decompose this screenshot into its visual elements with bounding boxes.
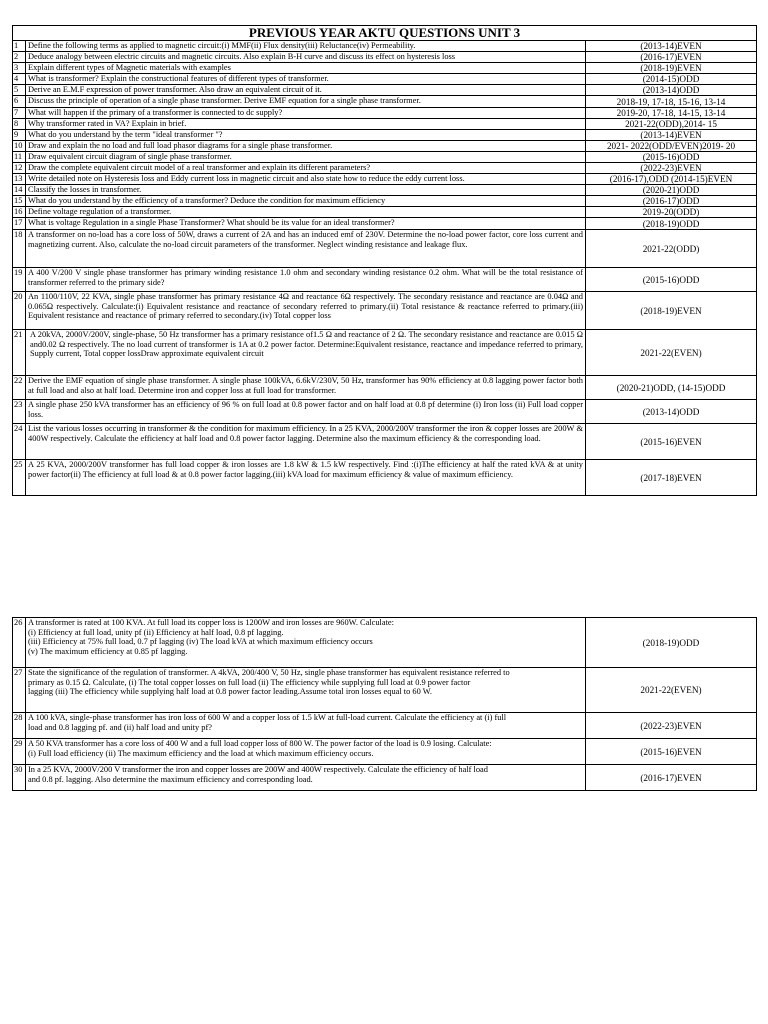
table-row — [13, 618, 757, 668]
question-number: 18 — [13, 230, 26, 268]
question-number: 5 — [13, 85, 26, 96]
question-number: 22 — [13, 376, 26, 400]
table-row — [13, 218, 757, 230]
question-text: A single phase 250 kVA transformer has an efficiency of 96 % on full load at 0.8 power factor and on half load at 0.8 pf determine (i) Iron loss (ii) Full load copper loss. — [26, 400, 586, 424]
question-number: 11 — [13, 152, 26, 163]
question-number: 17 — [13, 218, 26, 230]
table-row — [13, 765, 757, 791]
exam-year: (2015-16)EVEN — [586, 739, 757, 765]
table-row — [13, 41, 757, 52]
exam-year: (2016-17),ODD (2014-15)EVEN — [586, 174, 757, 185]
table-row — [13, 63, 757, 74]
question-text: Classify the losses in transformer. — [26, 185, 586, 196]
exam-year: (2014-15)ODD — [586, 74, 757, 85]
table-row — [13, 330, 757, 376]
exam-year: (2013-14)EVEN — [586, 130, 757, 141]
exam-year: 2021-22(ODD),2014- 15 — [586, 119, 757, 130]
question-line: A 50 KVA transformer has a core loss of 400 W and a full load copper loss of 800 W. The power factor of the load is 0.9 losing. Calculate: — [28, 739, 492, 748]
exam-year: (2013-14)ODD — [586, 400, 757, 424]
question-line: (v) The maximum efficiency at 0.85 pf lagging. — [28, 646, 188, 656]
table-row — [13, 713, 757, 739]
table-row — [13, 376, 757, 400]
exam-year: (2020-21)ODD, (14-15)ODD — [586, 376, 757, 400]
table-row — [13, 292, 757, 330]
table-row — [13, 174, 757, 185]
question-text: Deduce analogy between electric circuits and magnetic circuits. Also explain B-H curve and discuss its effect on hysteresis loss — [26, 52, 586, 63]
exam-year: 2019-20, 17-18, 14-15, 13-14 — [586, 108, 757, 119]
exam-year: (2022-23)EVEN — [586, 163, 757, 174]
table-row — [13, 141, 757, 152]
table-row — [13, 230, 757, 268]
table-row — [13, 74, 757, 85]
question-number: 1 — [13, 41, 26, 52]
table-row — [13, 460, 757, 496]
exam-year: 2018-19, 17-18, 15-16, 13-14 — [586, 96, 757, 108]
question-text: A transformer on no-load has a core loss of 50W, draws a current of 2A and has an induced emf of 230V. Determine the no-load power factor, core loss current and magnetizing current. Also, calculate the no-load circuit parameters of the transformer. Neglect winding resistance and leakage flux. — [26, 230, 586, 268]
table-row — [13, 424, 757, 460]
question-line: (iii) Efficiency at 75% full load, 0.7 pf lagging (iv) The load kVA at which maximum efficiency occurs — [28, 637, 373, 647]
question-number: 12 — [13, 163, 26, 174]
question-text — [26, 765, 586, 791]
question-number: 24 — [13, 424, 26, 460]
exam-year: (2015-16)ODD — [586, 152, 757, 163]
question-line: primary as 0.15 Ω. Calculate, (i) The total copper losses on full load (ii) The efficiency while supplying full load at 0.9 power factor — [28, 677, 471, 687]
exam-year: (2018-19)ODD — [586, 618, 757, 668]
question-text: Why transformer rated in VA? Explain in brief. — [26, 119, 586, 130]
question-number: 28 — [13, 713, 26, 739]
exam-year: 2021-22(EVEN) — [586, 668, 757, 713]
question-text: A 25 KVA, 2000/200V transformer has full load copper & iron losses are 1.8 kW & 1.5 kW respectively. Find :(i)The efficiency at half the rated kVA & at unity power factor(ii) The efficiency at full load & at 0.8 power factor lagging.(iii) kVA load for maximum efficiency & value of maximum efficiency. — [26, 460, 586, 496]
question-number: 23 — [13, 400, 26, 424]
question-text: Derive an E.M.F expression of power transformer. Also draw an equivalent circuit of it. — [26, 85, 586, 96]
question-line: load and 0.8 lagging pf. and (ii) half load and unity pf? — [28, 722, 212, 732]
question-text — [26, 618, 586, 668]
exam-year: 2019-20(ODD) — [586, 207, 757, 218]
exam-year: (2017-18)EVEN — [586, 460, 757, 496]
table-row — [13, 108, 757, 119]
question-line: A transformer is rated at 100 KVA. At full load its copper loss is 1200W and iron losses are 960W. Calculate: — [28, 618, 394, 627]
question-line: (i) Efficiency at full load, unity pf (ii) Efficiency at half load, 0.8 pf lagging. — [28, 627, 284, 637]
question-number: 26 — [13, 618, 26, 668]
question-number: 30 — [13, 765, 26, 791]
question-text: What is transformer? Explain the constructional features of different types of transformer. — [26, 74, 586, 85]
table-row — [13, 185, 757, 196]
exam-year: (2020-21)ODD — [586, 185, 757, 196]
table-row — [13, 52, 757, 63]
question-text: Define the following terms as applied to magnetic circuit:(i) MMF(ii) Flux density(iii) Reluctance(iv) Permeability. — [26, 41, 586, 52]
question-number: 3 — [13, 63, 26, 74]
exam-year: (2015-16)ODD — [586, 268, 757, 292]
question-line: and 0.8 pf. lagging. Also determine the maximum efficiency and corresponding load. — [28, 774, 313, 784]
exam-year: 2021-22(EVEN) — [586, 330, 757, 376]
question-number: 2 — [13, 52, 26, 63]
question-text: What is voltage Regulation in a single Phase Transformer? What should be its value for an ideal transformer? — [26, 218, 586, 230]
question-text: A 400 V/200 V single phase transformer has primary winding resistance 1.0 ohm and secondary winding resistance 0.2 ohm. What will be the total resistance of transformer referred to the primary side? — [26, 268, 586, 292]
question-number: 7 — [13, 108, 26, 119]
exam-year: (2013-14)ODD — [586, 85, 757, 96]
question-text: Define voltage regulation of a transformer. — [26, 207, 586, 218]
question-text: List the various losses occurring in transformer & the condition for maximum efficiency. In a 25 KVA, 2000/200V transformer the iron & copper losses are 200W & 400W respectively. Calculate the efficiency at half load and 0.8 power factor lagging. Determine also the maximum efficiency & the corresponding load. — [26, 424, 586, 460]
exam-year: (2018-19)ODD — [586, 218, 757, 230]
table-row — [13, 96, 757, 108]
table-row — [13, 163, 757, 174]
table-row — [13, 400, 757, 424]
question-text: Discuss the principle of operation of a single phase transformer. Derive EMF equation for a single phase transformer. — [26, 96, 586, 108]
question-line: In a 25 KVA, 2000V/200 V transformer the iron and copper losses are 200W and 400W respectively. Calculate the efficiency of half load — [28, 765, 488, 774]
exam-year: 2021- 2022(ODD/EVEN)2019- 20 — [586, 141, 757, 152]
question-line: State the significance of the regulation of transformer. A 4kVA, 200/400 V, 50 Hz, single phase transformer has equivalent resistance referred to — [28, 668, 510, 677]
question-number: 15 — [13, 196, 26, 207]
exam-year: (2015-16)EVEN — [586, 424, 757, 460]
questions-table-2 — [12, 617, 757, 791]
question-number: 6 — [13, 96, 26, 108]
question-number: 25 — [13, 460, 26, 496]
question-number: 21 — [13, 330, 26, 376]
table-row — [13, 196, 757, 207]
question-text: Draw the complete equivalent circuit model of a real transformer and explain its different parameters? — [26, 163, 586, 174]
exam-year: (2018-19)EVEN — [586, 292, 757, 330]
exam-year: (2018-19)EVEN — [586, 63, 757, 74]
question-text: What will happen if the primary of a transformer is connected to dc supply? — [26, 108, 586, 119]
exam-year: (2016-17)EVEN — [586, 52, 757, 63]
question-text: Explain different types of Magnetic materials with examples — [26, 63, 586, 74]
question-text — [26, 739, 586, 765]
question-text: Write detailed note on Hysteresis loss and Eddy current loss in magnetic circuit and also state how to reduce the eddy current loss. — [26, 174, 586, 185]
table-row — [13, 119, 757, 130]
table-row — [13, 739, 757, 765]
question-line: A 100 kVA, single-phase transformer has iron loss of 600 W and a copper loss of 1.5 kW at full-load current. Calculate the efficiency at (i) full — [28, 713, 507, 722]
exam-year: (2016-17)ODD — [586, 196, 757, 207]
question-line: lagging (iii) The efficiency while supplying half load at 0.8 power factor leading.Assume total iron losses equal to 60 W. — [28, 687, 432, 697]
table-row — [13, 668, 757, 713]
question-text — [26, 668, 586, 713]
question-number: 4 — [13, 74, 26, 85]
question-text: Derive the EMF equation of single phase transformer. A single phase 100kVA, 6.6kV/230V, 50 Hz, transformer has 90% efficiency at 0.8 lagging power factor both at full load and also at half load. Determine iron and copper loss at full load for transformer. — [26, 376, 586, 400]
question-number: 19 — [13, 268, 26, 292]
exam-year: (2013-14)EVEN — [586, 41, 757, 52]
table-row — [13, 207, 757, 218]
question-number: 27 — [13, 668, 26, 713]
question-number: 13 — [13, 174, 26, 185]
table-row — [13, 130, 757, 141]
table-row — [13, 268, 757, 292]
question-text: An 1100/110V, 22 KVA, single phase transformer has primary resistance 4Ω and reactance 6Ω respectively. The secondary resistance and reactance are 0.04Ω and 0.065Ω respectively. Calculate:(i) Equivalent resistance and reactance of secondary referred to primary.(ii) Total resistance & reactance referred to primary.(iii) Equivalent resistance and reactance of primary referred to secondary.(iv) Total copper loss — [26, 292, 586, 330]
question-text: Draw equivalent circuit diagram of single phase transformer. — [26, 152, 586, 163]
question-text: What do you understand by the term "ideal transformer "? — [26, 130, 586, 141]
exam-year: (2016-17)EVEN — [586, 765, 757, 791]
table-row — [13, 85, 757, 96]
question-text: What do you understand by the efficiency of a transformer? Deduce the condition for maximum efficiency — [26, 196, 586, 207]
question-number: 9 — [13, 130, 26, 141]
table-row — [13, 152, 757, 163]
question-text: Draw and explain the no load and full load phasor diagrams for a single phase transformer. — [26, 141, 586, 152]
question-line: (i) Full load efficiency (ii) The maximum efficiency and the load at which maximum efficiency occurs. — [28, 748, 374, 758]
exam-year: (2022-23)EVEN — [586, 713, 757, 739]
exam-year: 2021-22(ODD) — [586, 230, 757, 268]
question-number: 16 — [13, 207, 26, 218]
page-title: PREVIOUS YEAR AKTU QUESTIONS UNIT 3 — [13, 26, 757, 41]
question-number: 20 — [13, 292, 26, 330]
title-row — [13, 26, 757, 41]
questions-table-1 — [12, 25, 757, 496]
question-number: 14 — [13, 185, 26, 196]
question-text: A 20kVA, 2000V/200V, single-phase, 50 Hz transformer has a primary resistance of1.5 Ω and reactance of 2 Ω. The secondary resistance and reactance are 0.015 Ω and0.02 Ω respectively. The no load current of transformer is 1A at 0.2 power factor. Determine:Equivalent resistance, reactance and impedance referred to primary, Supply current, Total copper lossDraw approximate equivalent circuit — [26, 330, 586, 376]
question-text — [26, 713, 586, 739]
question-number: 29 — [13, 739, 26, 765]
question-number: 10 — [13, 141, 26, 152]
question-number: 8 — [13, 119, 26, 130]
